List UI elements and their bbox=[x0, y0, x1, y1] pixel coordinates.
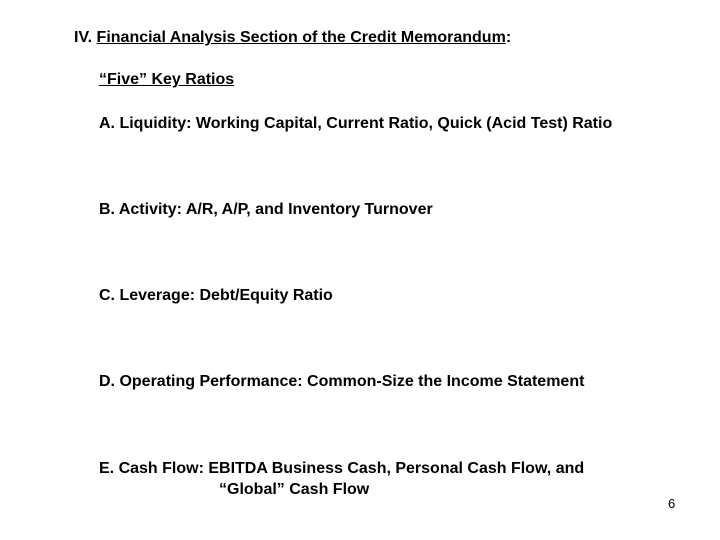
key-ratios-subtitle: “Five” Key Ratios bbox=[99, 71, 235, 88]
page-number: 6 bbox=[668, 496, 676, 511]
list-item-leverage: C. Leverage: Debt/Equity Ratio bbox=[99, 287, 333, 304]
section-heading-prefix: IV. bbox=[74, 29, 97, 46]
list-item-operating-performance: D. Operating Performance: Common-Size the Income Statement bbox=[99, 373, 585, 390]
list-item-activity: B. Activity: A/R, A/P, and Inventory Turnover bbox=[99, 201, 433, 218]
section-heading-suffix: : bbox=[505, 29, 512, 46]
list-item-liquidity: A. Liquidity: Working Capital, Current Ratio, Quick (Acid Test) Ratio bbox=[99, 115, 613, 132]
section-heading-title: Financial Analysis Section of the Credit Memorandum bbox=[96, 29, 506, 46]
list-item-cash-flow: E. Cash Flow: EBITDA Business Cash, Personal Cash Flow, and bbox=[99, 460, 585, 477]
list-item-cash-flow-continuation: “Global” Cash Flow bbox=[219, 481, 370, 498]
section-heading bbox=[74, 28, 511, 48]
